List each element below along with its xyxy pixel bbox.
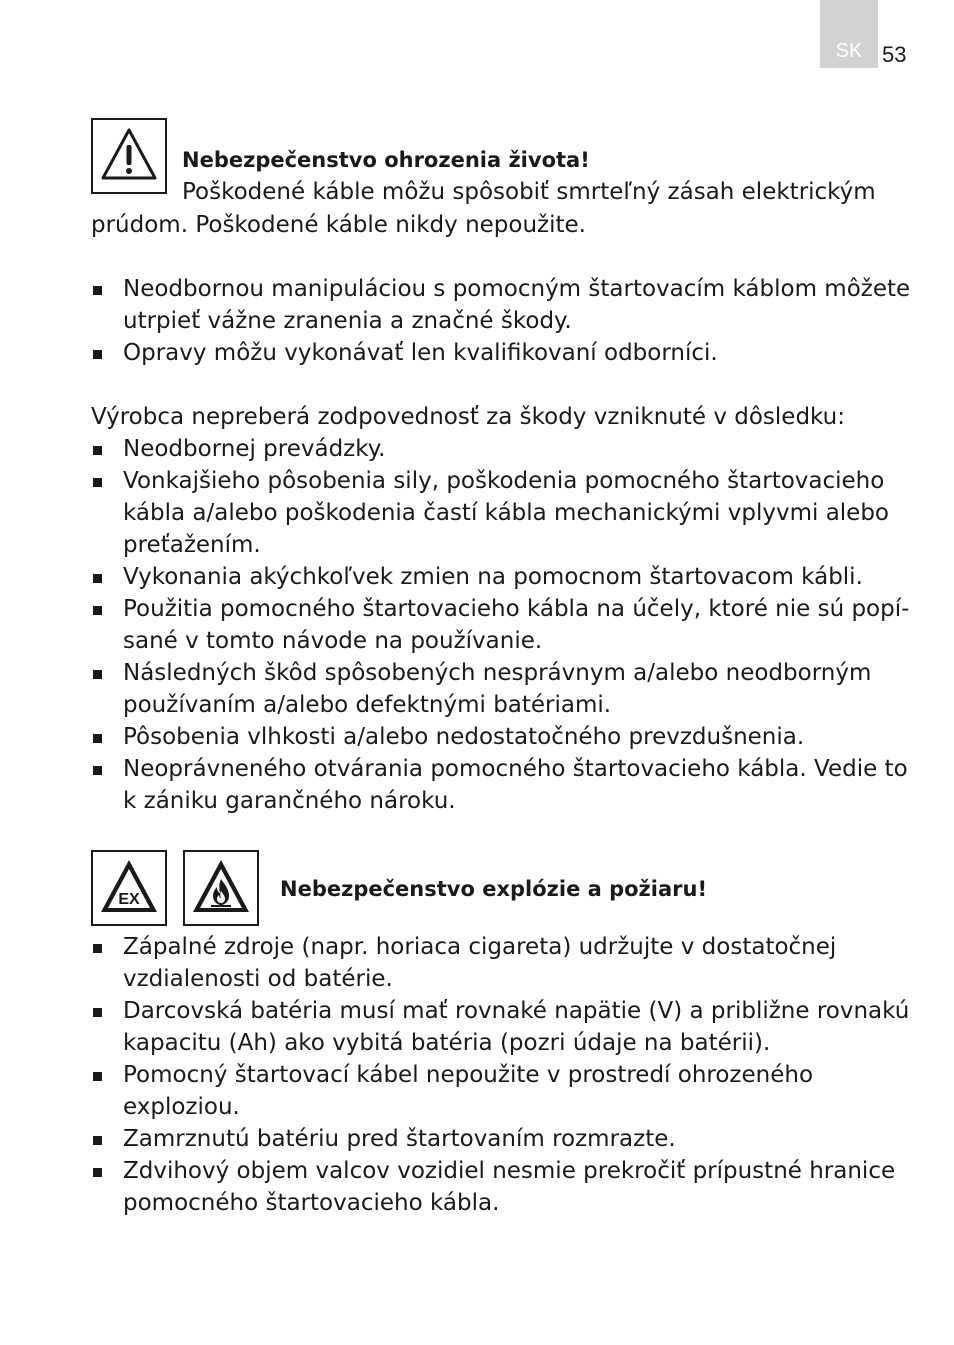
list-item: Opravy môžu vykonávať len kvalifikovaní odborníci.	[91, 337, 911, 369]
safety-list	[91, 273, 911, 369]
list-item: Zápalné zdroje (napr. horiaca cigareta) udržujte v dostatočnej vzdialenosti od batérie.	[91, 931, 911, 995]
list-item: Neodbornej prevádzky.	[91, 433, 911, 465]
warning-triangle-icon	[91, 118, 167, 194]
language-tab	[820, 0, 878, 68]
list-item: Vykonania akýchkoľvek zmien na pomocnom štartovacom kábli.	[91, 561, 911, 593]
list-item: Darcovská batéria musí mať rovnaké napätie (V) a približne rovnakú kapacitu (Ah) ako vybitá batéria (pozri údaje na batérii).	[91, 995, 911, 1059]
list-item: Použitia pomocného štartovacieho kábla na účely, ktoré nie sú popísané v tomto návode na používanie.	[91, 593, 911, 657]
liability-list	[91, 433, 911, 817]
page-number: 53	[882, 42, 907, 67]
flammable-icon	[183, 850, 259, 926]
list-item: Zamrznutú batériu pred štartovaním rozmrazte.	[91, 1123, 911, 1155]
list-item: Následných škôd spôsobených nesprávnym a/alebo neodborným používaním a/alebo defektnými batériami.	[91, 657, 911, 721]
explosive-atmosphere-icon	[91, 850, 167, 926]
language-label: SK	[835, 40, 863, 62]
list-item: Vonkajšieho pôsobenia sily, poškodenia pomocného štartovacieho kábla a/alebo poškodenia častí kábla mechanickými vplyvmi alebo preťažením.	[91, 465, 911, 561]
ex-label: EX	[118, 891, 140, 908]
explosion-fire-heading: Nebezpečenstvo explózie a požiaru!	[280, 877, 708, 901]
list-item: Neodbornou manipuláciou s pomocným štartovacím káblom môžete utrpieť vážne zranenia a značné škody.	[91, 273, 911, 337]
danger-life-text-line1: Poškodené káble môžu spôsobiť smrteľný zásah elektrickým	[182, 179, 876, 205]
list-item: Pomocný štartovací kábel nepoužite v prostredí ohrozeného exploziou.	[91, 1059, 911, 1123]
danger-life-text-line2: prúdom. Poškodené káble nikdy nepoužite.	[91, 212, 586, 238]
list-item: Zdvihový objem valcov vozidiel nesmie prekročiť prípustné hranice pomocného štartovacieho kábla.	[91, 1155, 911, 1219]
explosion-list	[91, 931, 911, 1219]
danger-life-heading: Nebezpečenstvo ohrozenia života!	[182, 148, 590, 172]
list-item: Pôsobenia vlhkosti a/alebo nedostatočného prevzdušnenia.	[91, 721, 911, 753]
list-item: Neoprávneného otvárania pomocného štartovacieho kábla. Vedie to k zániku garančného nároku.	[91, 753, 911, 817]
liability-intro: Výrobca nepreberá zodpovednosť za škody vzniknuté v dôsledku:	[91, 404, 845, 430]
